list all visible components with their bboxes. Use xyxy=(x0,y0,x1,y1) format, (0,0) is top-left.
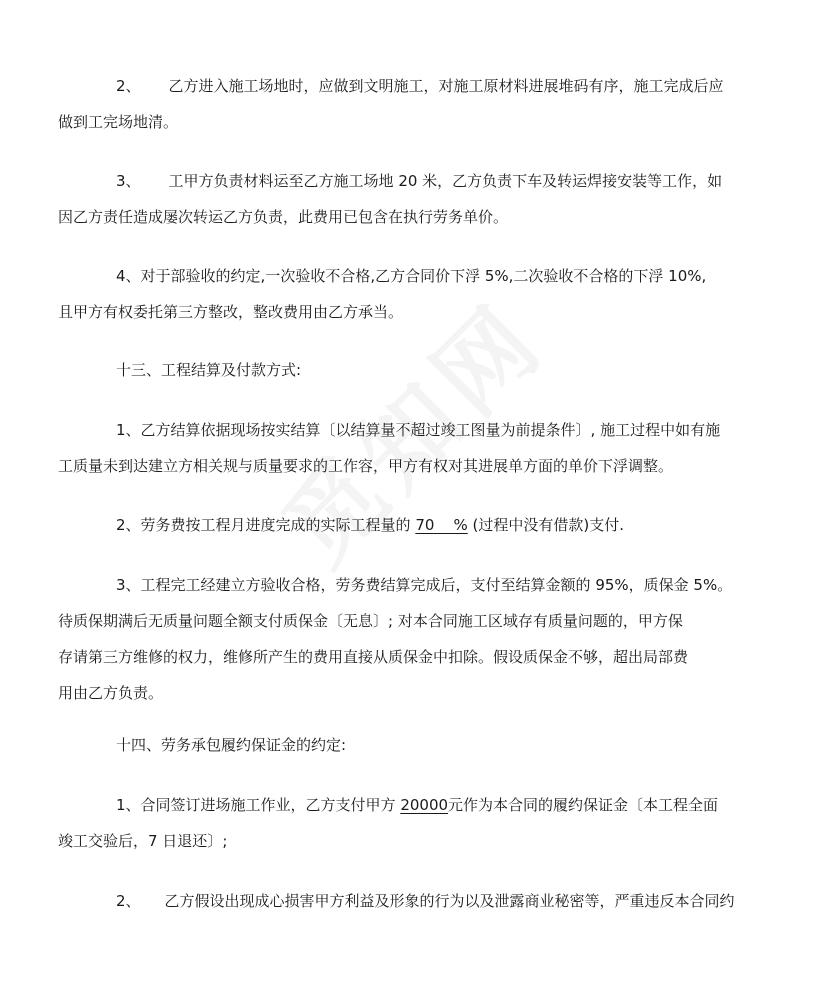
paragraph-line: 存请第三方维修的权力，维修所产生的费用直接从质保金中扣除。假设质保金不够，超出局部费 xyxy=(58,648,689,666)
clause-2-breach xyxy=(58,883,774,919)
payment-percent: 70 % xyxy=(415,516,468,534)
paragraph-line xyxy=(58,68,774,104)
clause-text: 元作为本合同的履约保证金〔本工程全面 xyxy=(448,796,719,814)
paragraph-line xyxy=(58,883,774,919)
clause-number: 2、 xyxy=(116,892,141,910)
clause-3-material-transport xyxy=(58,163,774,235)
clause-2-site-entry xyxy=(58,68,774,140)
clause-2-progress-payment xyxy=(58,507,774,543)
clause-text: 乙方进入施工场地时，应做到文明施工，对施工原材料进展堆码有序，施工完成后应 xyxy=(168,77,724,95)
paragraph-line: 4、对于部验收的约定,一次验收不合格,乙方合同价下浮 5%,二次验收不合格的下浮 10%, xyxy=(116,267,707,285)
clause-3-completion-payment xyxy=(58,567,774,711)
clause-1-settlement xyxy=(58,412,774,484)
heading-text: 十四、劳务承包履约保证金的约定: xyxy=(116,736,347,754)
section-heading-13 xyxy=(58,352,774,388)
paragraph-line xyxy=(58,163,774,199)
bond-amount: 20000 xyxy=(400,796,449,814)
clause-text: 1、合同签订进场施工作业，乙方支付甲方 xyxy=(116,796,396,814)
heading-text: 十三、工程结算及付款方式: xyxy=(116,361,302,379)
paragraph-line: 且甲方有权委托第三方整改，整改费用由乙方承当。 xyxy=(58,303,404,321)
clause-number: 2、 xyxy=(116,77,141,95)
clause-text: 工甲方负责材料运至乙方施工场地 20 米，乙方负责下车及转运焊接安装等工作，如 xyxy=(168,172,723,190)
paragraph-line: 做到工完场地清。 xyxy=(58,113,179,131)
section-heading-14 xyxy=(58,727,774,763)
paragraph-line: 待质保期满后无质量问题全额支付质保金〔无息〕; 对本合同施工区域存有质量问题的，甲方保 xyxy=(58,612,683,630)
paragraph-line: 3、工程完工经建立方验收合格，劳务费结算完成后，支付至结算金额的 95%，质保金 5%。 xyxy=(116,576,733,594)
paragraph-line: 用由乙方负责。 xyxy=(58,684,164,702)
paragraph-line: 1、乙方结算依据现场按实结算〔以结算量不超过竣工图量为前提条件〕, 施工过程中如有施 xyxy=(116,421,721,439)
clause-4-acceptance xyxy=(58,258,774,330)
paragraph-line: 工质量未到达建立方相关规与质量要求的工作容，甲方有权对其进展单方面的单价下浮调整。 xyxy=(58,457,674,475)
paragraph-line xyxy=(58,507,774,543)
clause-1-performance-bond xyxy=(58,787,774,859)
clause-text: (过程中没有借款)支付. xyxy=(472,516,625,534)
paragraph-line: 竣工交验后，7 日退还〕; xyxy=(58,832,228,850)
clause-text: 2、劳务费按工程月进度完成的实际工程量的 xyxy=(116,516,411,534)
paragraph-line xyxy=(58,787,774,823)
clause-number: 3、 xyxy=(116,172,141,190)
clause-text: 乙方假设出现成心损害甲方利益及形象的行为以及泄露商业秘密等，严重违反本合同约 xyxy=(164,892,735,910)
paragraph-line: 因乙方责任造成屡次转运乙方负责，此费用已包含在执行劳务单价。 xyxy=(58,208,509,226)
